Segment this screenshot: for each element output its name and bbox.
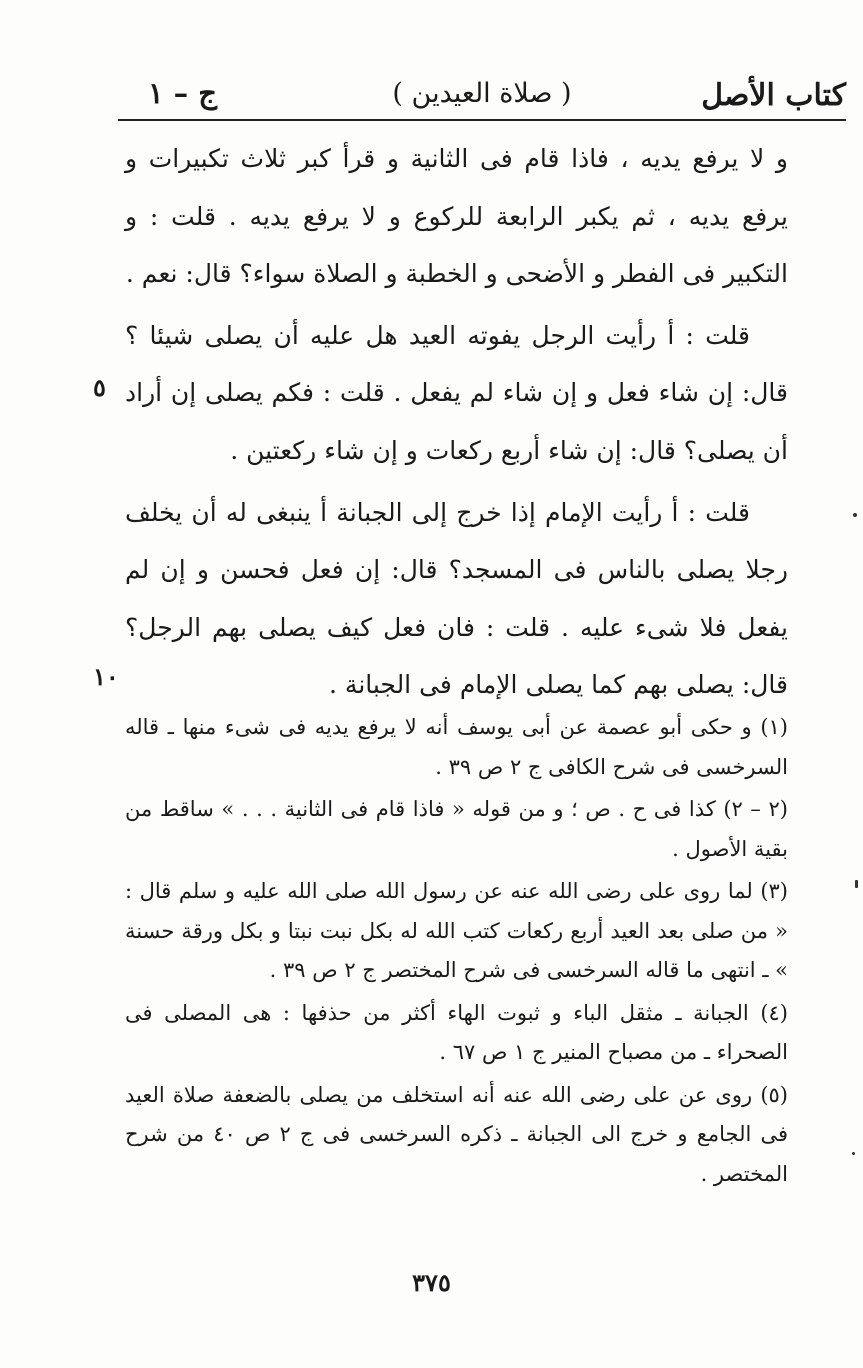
page-number: ٣٧٥ (412, 1268, 451, 1297)
main-text (125, 130, 788, 714)
line-number-10: ١٠ (93, 662, 119, 691)
line-number-5: ٥ (93, 373, 106, 402)
running-header (118, 70, 846, 118)
footnote-4: (٤) الجبانة ـ مثقل الباء و ثبوت الهاء أكثر من حذفها : هى المصلى فى الصحراء ـ من مصباح المنير ج ١ ص ٦٧ . (125, 1000, 788, 1064)
volume-number: ج – ١ (148, 76, 217, 110)
paragraph-2: قلت : أ رأيت الرجل يفوته العيد هل عليه أن يصلى شيئا ؟ قال: إن شاء فعل و إن شاء لم يفعل . قلت : فكم يصلى إن أراد أن يصلى؟ قال: إن شاء أربع ركعات و إن شاء ركعتين . (125, 320, 788, 465)
footnote-5: (٥) روى عن على رضى الله عنه أنه استخلف من يصلى بالضعفة صلاة العيد فى الجامع و خرج الى الجبانة ـ ذكره السرخسى فى ج ٢ ص ٤٠ من شرح المختصر . (125, 1082, 788, 1186)
paragraph-3: قلت : أ رأيت الإمام إذا خرج إلى الجبانة أ ينبغى له أن يخلف رجلا يصلى بالناس فى المسجد؟ قال: إن فعل فحسن و إن لم يفعل فلا شىء عليه . قلت : فان فعل كيف يصلى بهم الرجل؟ قال: يصلى بهم كما يصلى الإمام فى الجبانة . (125, 497, 788, 700)
footnote-3: (٣) لما روى على رضى الله عنه عن رسول الله صلى الله عليه و سلم قال : « من صلى بعد العيد أربع ركعات كتب الله له بكل نبت نبتا و بكل ورقة حسنة » ـ انتهى ما قاله السرخسى فى شرح المختصر ج ٢ ص ٣٩ . (125, 879, 788, 982)
footnote-2: (٢ – ٢) كذا فى ح . ص ؛ و من قوله « فاذا قام فى الثانية . . . » ساقط من بقية الأصول . (125, 797, 788, 861)
header-rule (118, 119, 846, 121)
scan-speck (852, 1152, 855, 1155)
footnotes (125, 708, 788, 1197)
chapter-title: ( صلاة العيدين ) (392, 78, 572, 109)
book-title: كتاب الأصل (701, 78, 846, 113)
footnote-1: (١) و حكى أبو عصمة عن أبى يوسف أنه لا يرفع يديه فى شىء منها ـ قاله السرخسى فى شرح الكافى ج ٢ ص ٣٩ . (125, 715, 788, 779)
scan-speck (853, 513, 857, 517)
paragraph-1: و لا يرفع يديه ، فاذا قام فى الثانية و قرأ كبر ثلاث تكبيرات و يرفع يديه ، ثم يكبر الرابعة للركوع و لا يرفع يديه . قلت : و التكبير فى الفطر و الأضحى و الخطبة و الصلاة سواء؟ قال: نعم . (125, 144, 788, 289)
scan-speck (855, 880, 858, 888)
